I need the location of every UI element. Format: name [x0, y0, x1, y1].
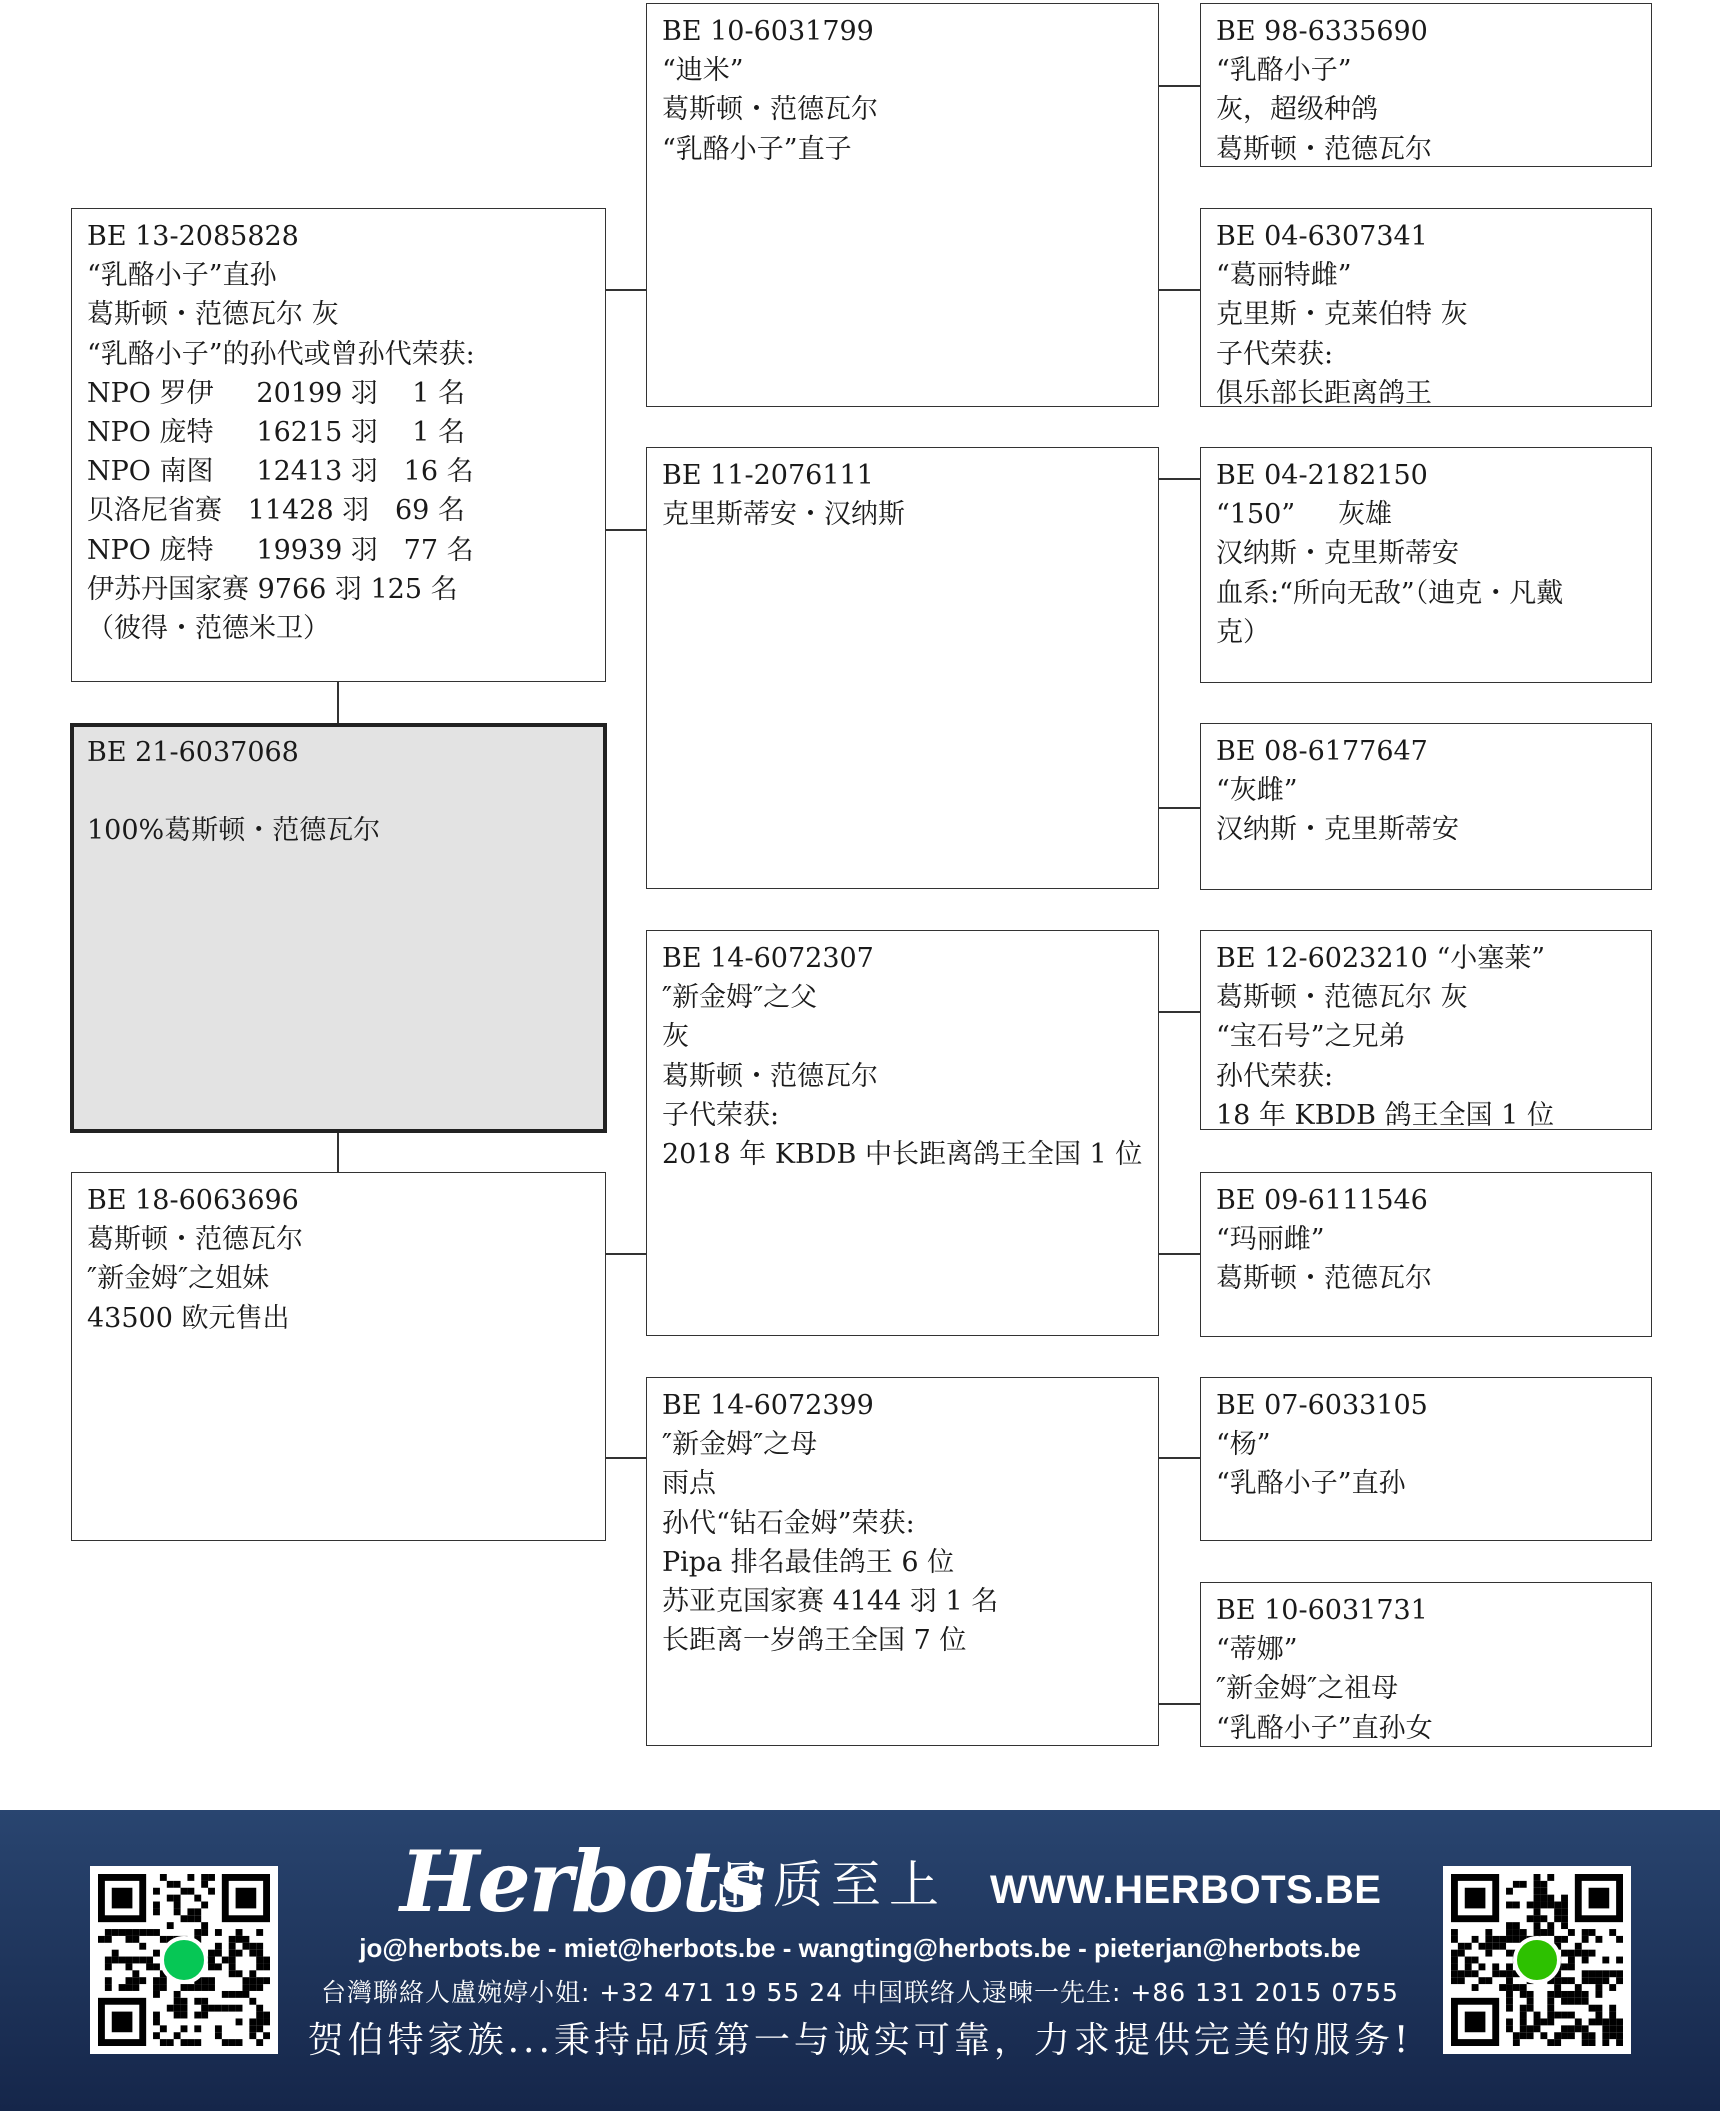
ggp-line: “葛丽特雌”	[1216, 260, 1352, 292]
ggp-ring: BE 10-6031731	[1216, 1595, 1428, 1626]
sire-box	[71, 208, 606, 682]
sire-line: “乳酪小子”直孙	[87, 260, 277, 292]
connector	[605, 289, 647, 291]
connector	[605, 1457, 647, 1459]
ggp-line: ″新金姆″之祖母	[1216, 1673, 1399, 1705]
sire-result-line: 伊苏丹国家赛 9766 羽 125 名	[87, 573, 458, 605]
connector	[1158, 1457, 1200, 1459]
ggp-line: 灰，超级种鸽	[1216, 94, 1378, 126]
sire-line: 葛斯顿・范德瓦尔 灰	[87, 299, 339, 331]
ggp-box-1	[1200, 3, 1652, 167]
dam-box	[71, 1172, 606, 1541]
dam-line: ″新金姆″之姐妹	[87, 1263, 270, 1295]
ggp-line: 克）	[1216, 616, 1270, 648]
subject-line: 100%葛斯顿・范德瓦尔	[87, 815, 381, 847]
ggp-line: 葛斯顿・范德瓦尔	[1216, 133, 1432, 165]
sire-sire-line: 葛斯顿・范德瓦尔	[662, 94, 878, 126]
ggp-ring: BE 98-6335690	[1216, 16, 1428, 47]
dam-sire-ring: BE 14-6072307	[662, 943, 874, 974]
dam-dam-line: 长距离一岁鸽王全国 7 位	[662, 1625, 967, 1657]
connector	[1158, 1703, 1200, 1705]
dam-sire-line: ″新金姆″之父	[662, 982, 818, 1014]
connector	[1158, 85, 1200, 87]
dam-dam-box	[646, 1377, 1159, 1746]
ggp-ring: BE 08-6177647	[1216, 736, 1428, 767]
ggp-line: “杨”	[1216, 1429, 1271, 1461]
connector	[1158, 807, 1200, 809]
sire-sire-box	[646, 3, 1159, 407]
herbots-logo: Herbots	[400, 1832, 764, 1931]
sire-line: （彼得・范德米卫）	[87, 613, 330, 645]
ggp-box-4	[1200, 723, 1652, 890]
ggp-line: 葛斯顿・范德瓦尔 灰	[1216, 982, 1468, 1014]
ggp-line: 18 年 KBDB 鸽王全国 1 位	[1216, 1099, 1554, 1130]
slogan: 品质至上	[715, 1856, 947, 1914]
ggp-line: 血系:“所向无敌”（迪克・凡戴	[1216, 577, 1564, 609]
dam-dam-line: Pipa 排名最佳鸽王 6 位	[662, 1546, 955, 1578]
sire-line: “乳酪小子”的孙代或曾孙代荣获:	[87, 338, 475, 370]
ggp-ring: BE 07-6033105	[1216, 1390, 1428, 1421]
ggp-line: “玛丽雌”	[1216, 1224, 1325, 1256]
connector	[337, 1131, 339, 1173]
ggp-ring: BE 04-2182150	[1216, 460, 1428, 491]
dam-dam-line: 苏亚克国家赛 4144 羽 1 名	[662, 1586, 999, 1618]
ggp-box-5	[1200, 930, 1652, 1130]
ggp-line: 汉纳斯・克里斯蒂安	[1216, 814, 1459, 846]
ggp-box-8	[1200, 1582, 1652, 1747]
ggp-line: 孙代荣获:	[1216, 1060, 1334, 1092]
ggp-line: “宝石号”之兄弟	[1216, 1021, 1406, 1053]
sire-result-line: NPO 庞特 16215 羽 1 名	[87, 417, 465, 449]
dam-dam-ring: BE 14-6072399	[662, 1390, 874, 1421]
dam-dam-line: 雨点	[662, 1468, 716, 1500]
ggp-line: 俱乐部长距离鸽王	[1216, 377, 1432, 407]
email-list[interactable]: jo@herbots.be - miet@herbots.be - wangting@herbots.be - pieterjan@herbots.be	[359, 1933, 1361, 1963]
ggp-line: 克里斯・克莱伯特 灰	[1216, 299, 1468, 331]
sire-dam-line: 克里斯蒂安・汉纳斯	[662, 499, 905, 531]
dam-sire-line: 2018 年 KBDB 中长距离鸽王全国 1 位	[662, 1139, 1143, 1171]
sire-dam-box	[646, 447, 1159, 889]
ggp-box-7	[1200, 1377, 1652, 1541]
sire-ring: BE 13-2085828	[87, 221, 299, 252]
dam-sire-line: 灰	[662, 1021, 689, 1053]
ggp-ring: BE 12-6023210 “小塞莱”	[1216, 943, 1546, 974]
connector	[605, 1253, 647, 1255]
ggp-box-6	[1200, 1172, 1652, 1337]
connector	[1158, 1011, 1200, 1013]
contact-phones: 台灣聯絡人盧婉婷小姐: +32 471 19 55 24 中国联络人逯暕一先生: +86 131 2015 0755	[321, 1978, 1399, 2007]
ggp-line: “灰雌”	[1216, 775, 1298, 807]
dam-sire-box	[646, 930, 1159, 1336]
subject-line	[87, 772, 589, 811]
dam-ring: BE 18-6063696	[87, 1185, 299, 1216]
sire-result-line: NPO 庞特 19939 羽 77 名	[87, 534, 474, 566]
ggp-line: “蒂娜”	[1216, 1634, 1298, 1666]
dam-dam-line: ″新金姆″之母	[662, 1429, 818, 1461]
connector	[337, 680, 339, 724]
sire-result-line: NPO 南图 12413 羽 16 名	[87, 456, 474, 488]
ggp-line: “乳酪小子”直孙	[1216, 1468, 1406, 1500]
footer-banner	[0, 1810, 1720, 2111]
ggp-line: 子代荣获:	[1216, 338, 1334, 370]
subject-ring: BE 21-6037068	[87, 737, 299, 768]
sire-result-line: NPO 罗伊 20199 羽 1 名	[87, 377, 465, 409]
dam-line: 葛斯顿・范德瓦尔	[87, 1224, 303, 1256]
ggp-line: “150” 灰雄	[1216, 499, 1393, 531]
ggp-line: “乳酪小子”直孙女	[1216, 1712, 1433, 1744]
sire-sire-ring: BE 10-6031799	[662, 16, 874, 47]
ggp-ring: BE 09-6111546	[1216, 1185, 1428, 1216]
connector	[605, 529, 647, 531]
ggp-box-2	[1200, 208, 1652, 407]
wechat-icon	[1513, 1936, 1561, 1984]
subject-box	[70, 723, 607, 1133]
ggp-ring: BE 04-6307341	[1216, 221, 1428, 252]
ggp-box-3	[1200, 447, 1652, 683]
motto: 贺伯特家族...秉持品质第一与诚实可靠，力求提供完美的服务!	[307, 2020, 1413, 2061]
ggp-line: “乳酪小子”	[1216, 55, 1352, 87]
dam-dam-line: 孙代“钻石金姆”荣获:	[662, 1507, 915, 1539]
dam-line: 43500 欧元售出	[87, 1302, 290, 1334]
ggp-line: 汉纳斯・克里斯蒂安	[1216, 538, 1459, 570]
connector	[1158, 289, 1200, 291]
connector	[1158, 478, 1200, 480]
sire-dam-ring: BE 11-2076111	[662, 460, 874, 491]
connector	[1158, 1253, 1200, 1255]
wechat-qr-code[interactable]	[1443, 1866, 1631, 2054]
website-link[interactable]: WWW.HERBOTS.BE	[990, 1868, 1382, 1912]
ggp-line: 葛斯顿・范德瓦尔	[1216, 1263, 1432, 1295]
sire-sire-line: “迪米”	[662, 55, 744, 87]
dam-sire-line: 子代荣获:	[662, 1099, 780, 1131]
dam-sire-line: 葛斯顿・范德瓦尔	[662, 1060, 878, 1092]
sire-sire-line: “乳酪小子”直子	[662, 133, 852, 165]
sire-result-line: 贝洛尼省赛 11428 羽 69 名	[87, 495, 465, 527]
